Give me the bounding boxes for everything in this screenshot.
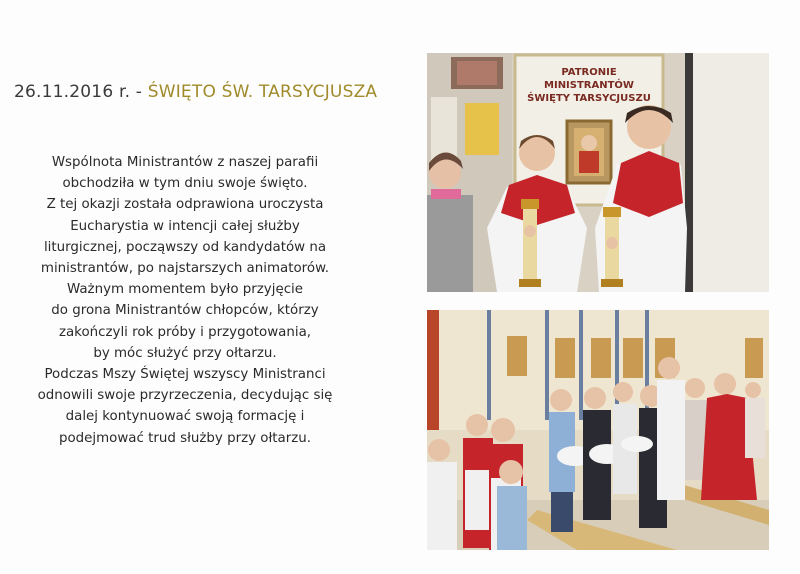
text-line: Ważnym momentem było przyjęcie: [66, 282, 304, 298]
text-line: zakończyli rok próby i przygotowania,: [58, 324, 312, 340]
banner-line: MINISTRANTÓW: [544, 80, 634, 91]
text-line: Z tej okazji została odprawiona uroczysta: [46, 197, 324, 213]
banner-line: PATRONIE: [561, 67, 617, 78]
text-line: Eucharystia w intencji całej służby: [70, 218, 300, 234]
text-line: liturgicznej, począwszy od kandydatów na: [43, 239, 327, 255]
text-line: do grona Ministrantów chłopców, którzy: [51, 303, 319, 319]
text-line: obchodziła w tym dniu swoje święto.: [62, 176, 308, 192]
heading-separator: -: [130, 82, 148, 102]
banner-line: ŚWIĘTY TARSYCJUSZU: [527, 93, 651, 104]
event-title: ŚWIĘTO ŚW. TARSYCJUSZA: [147, 82, 378, 102]
photo-church-ceremony: [427, 310, 769, 550]
article-text: [14, 152, 356, 449]
event-date: 26.11.2016 r.: [14, 82, 131, 102]
text-line: ministrantów, po najstarszych animatorów.: [40, 261, 330, 277]
text-line: odnowili swoje przyrzeczenia, decydując się: [37, 388, 333, 404]
photo-altar-servers-candles: [427, 53, 769, 292]
page-heading: [14, 82, 377, 102]
text-line: podejmować trud służby przy ołtarzu.: [58, 430, 312, 446]
text-line: dalej kontynuować swoją formację i: [65, 409, 305, 425]
text-line: Podczas Mszy Świętej wszyscy Ministranci: [44, 367, 326, 383]
text-line: Wspólnota Ministrantów z naszej parafii: [51, 155, 319, 170]
text-line: by móc służyć przy ołtarzu.: [93, 345, 277, 361]
